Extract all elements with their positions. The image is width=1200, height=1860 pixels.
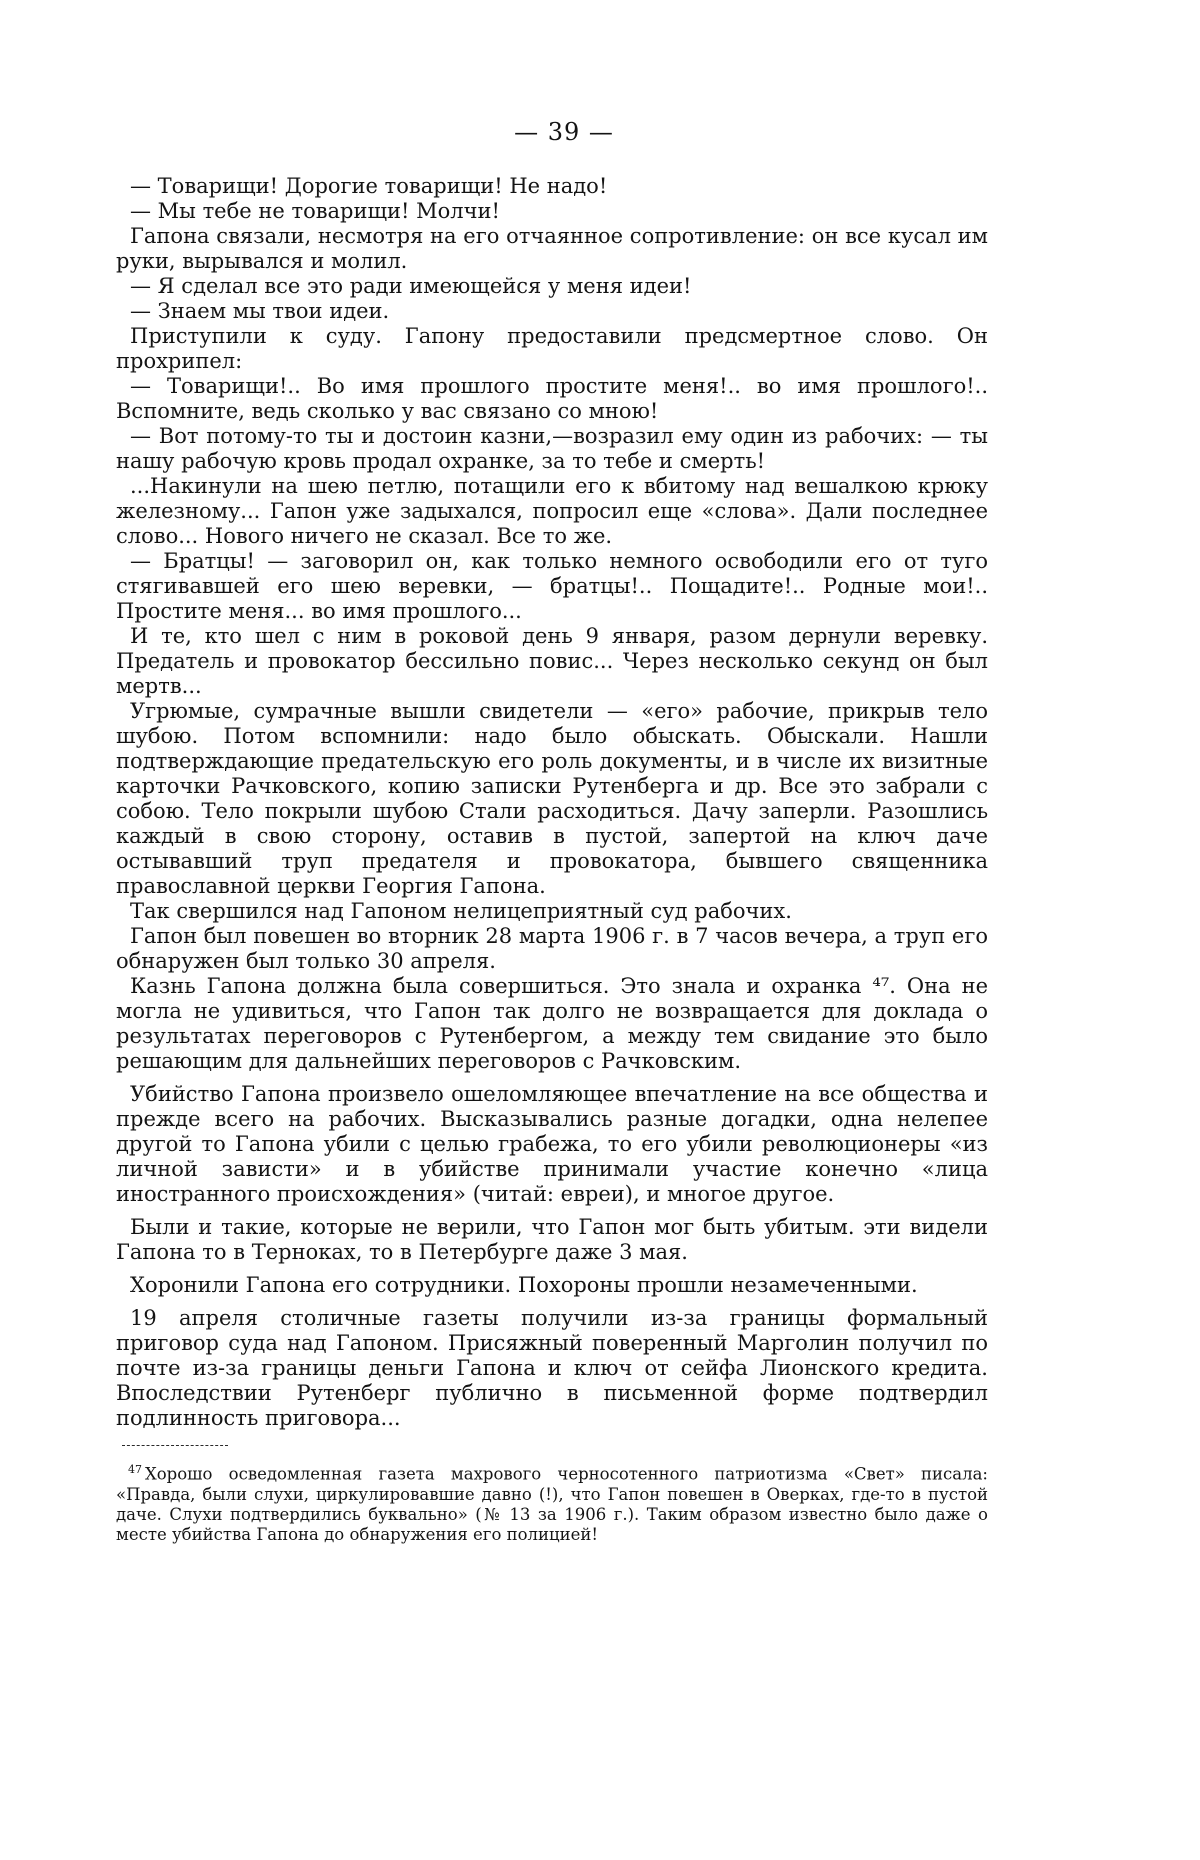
footnote-text: Хорошо осведомленная газета махрового черносотенного патриотизма «Свет» писала: «Правда, были слухи, циркулировавшие давно (!), что Гапон повешен в Оверках, где-то в пустой даче. Слухи подтвердились буквально» (№ 13 за 1906 г.). Таким образом известно было даже о месте убийства Гапона до обнаружения его полицией!	[116, 1464, 988, 1544]
paragraph: — Я сделал все это ради имеющейся у меня идеи!	[130, 274, 692, 298]
paragraph: — Знаем мы твои идеи.	[130, 299, 390, 323]
paragraph: Гапон был повешен во вторник 28 марта 1906 г. в 7 часов вечера, а труп его обнаружен был только 30 апреля.	[116, 924, 988, 973]
paragraph: Хоронили Гапона его сотрудники. Похороны прошли незамеченными.	[130, 1273, 918, 1297]
paragraph: Казнь Гапона должна была совершиться. Это знала и охранка ⁴⁷. Она не могла не удивиться, что Гапон так долго не возвращается для доклада о результатах переговоров с Рутенбергом, а между тем свидание это было решающим для дальнейших переговоров с Рачковским.	[116, 974, 988, 1073]
paragraph: — Товарищи! Дорогие товарищи! Не надо!	[130, 174, 608, 198]
paragraph: Гапона связали, несмотря на его отчаянное сопротивление: он все кусал им руки, вырывался и молил.	[116, 224, 988, 273]
paragraph: — Вот потому-то ты и достоин казни,—возразил ему один из рабочих: — ты нашу рабочую кровь продал охранке, за то тебе и смерть!	[116, 424, 988, 473]
footnote-divider	[122, 1445, 228, 1446]
book-page	[116, 118, 988, 1545]
paragraph: Угрюмые, сумрачные вышли свидетели — «его» рабочие, прикрыв тело шубою. Потом вспомнили: надо было обыскать. Обыскали. Нашли подтверждающие предательскую его роль документы, и в числе их визитные карточки Рачковского, копию записки Рутенберга и др. Все это забрали с собою. Тело покрыли шубою Стали расходиться. Дачу заперли. Разошлись каждый в свою сторону, оставив в пустой, запертой на ключ даче остывавший труп предателя и провокатора, бывшего священника православной церкви Георгия Гапона.	[116, 699, 988, 898]
footnote	[116, 1460, 988, 1545]
paragraph: — Товарищи!.. Во имя прошлого простите меня!.. во имя прошлого!.. Вспомните, ведь сколько у вас связано со мною!	[116, 374, 988, 423]
paragraph: Приступили к суду. Гапону предоставили предсмертное слово. Он прохрипел:	[116, 324, 988, 373]
footnote-mark: 47	[128, 1463, 142, 1476]
paragraph: ...Накинули на шею петлю, потащили его к вбитому над вешалкою крюку железному... Гапон уже задыхался, попросил еще «слова». Дали последнее слово... Нового ничего не сказал. Все то же.	[116, 474, 988, 548]
paragraph: 19 апреля столичные газеты получили из-за границы формальный приговор суда над Гапоном. Присяжный поверенный Марголин получил по почте из-за границы деньги Гапона и ключ от сейфа Лионского кредита. Впоследствии Рутенберг публично в письменной форме подтвердил подлинность приговора...	[116, 1306, 988, 1430]
paragraph: Убийство Гапона произвело ошеломляющее впечатление на все общества и прежде всего на рабочих. Высказывались разные догадки, одна нелепее другой то Гапона убили с целью грабежа, то его убили революционеры «из личной зависти» и в убийстве принимали участие конечно «лица иностранного происхождения» (читай: евреи), и многое другое.	[116, 1082, 988, 1206]
paragraph: И те, кто шел с ним в роковой день 9 января, разом дернули веревку. Предатель и провокатор бессильно повис... Через несколько секунд он был мертв...	[116, 624, 988, 698]
paragraph: Так свершился над Гапоном нелицеприятный суд рабочих.	[130, 899, 792, 923]
paragraph: — Мы тебе не товарищи! Молчи!	[130, 199, 500, 223]
page-number: — 39 —	[514, 118, 614, 146]
paragraph: — Братцы! — заговорил он, как только немного освободили его от туго стягивавшей его шею веревки, — братцы!.. Пощадите!.. Родные мои!.. Простите меня... во имя прошлого...	[116, 549, 988, 623]
paragraph: Были и такие, которые не верили, что Гапон мог быть убитым. эти видели Гапона то в Терноках, то в Петербурге даже 3 мая.	[116, 1215, 988, 1264]
